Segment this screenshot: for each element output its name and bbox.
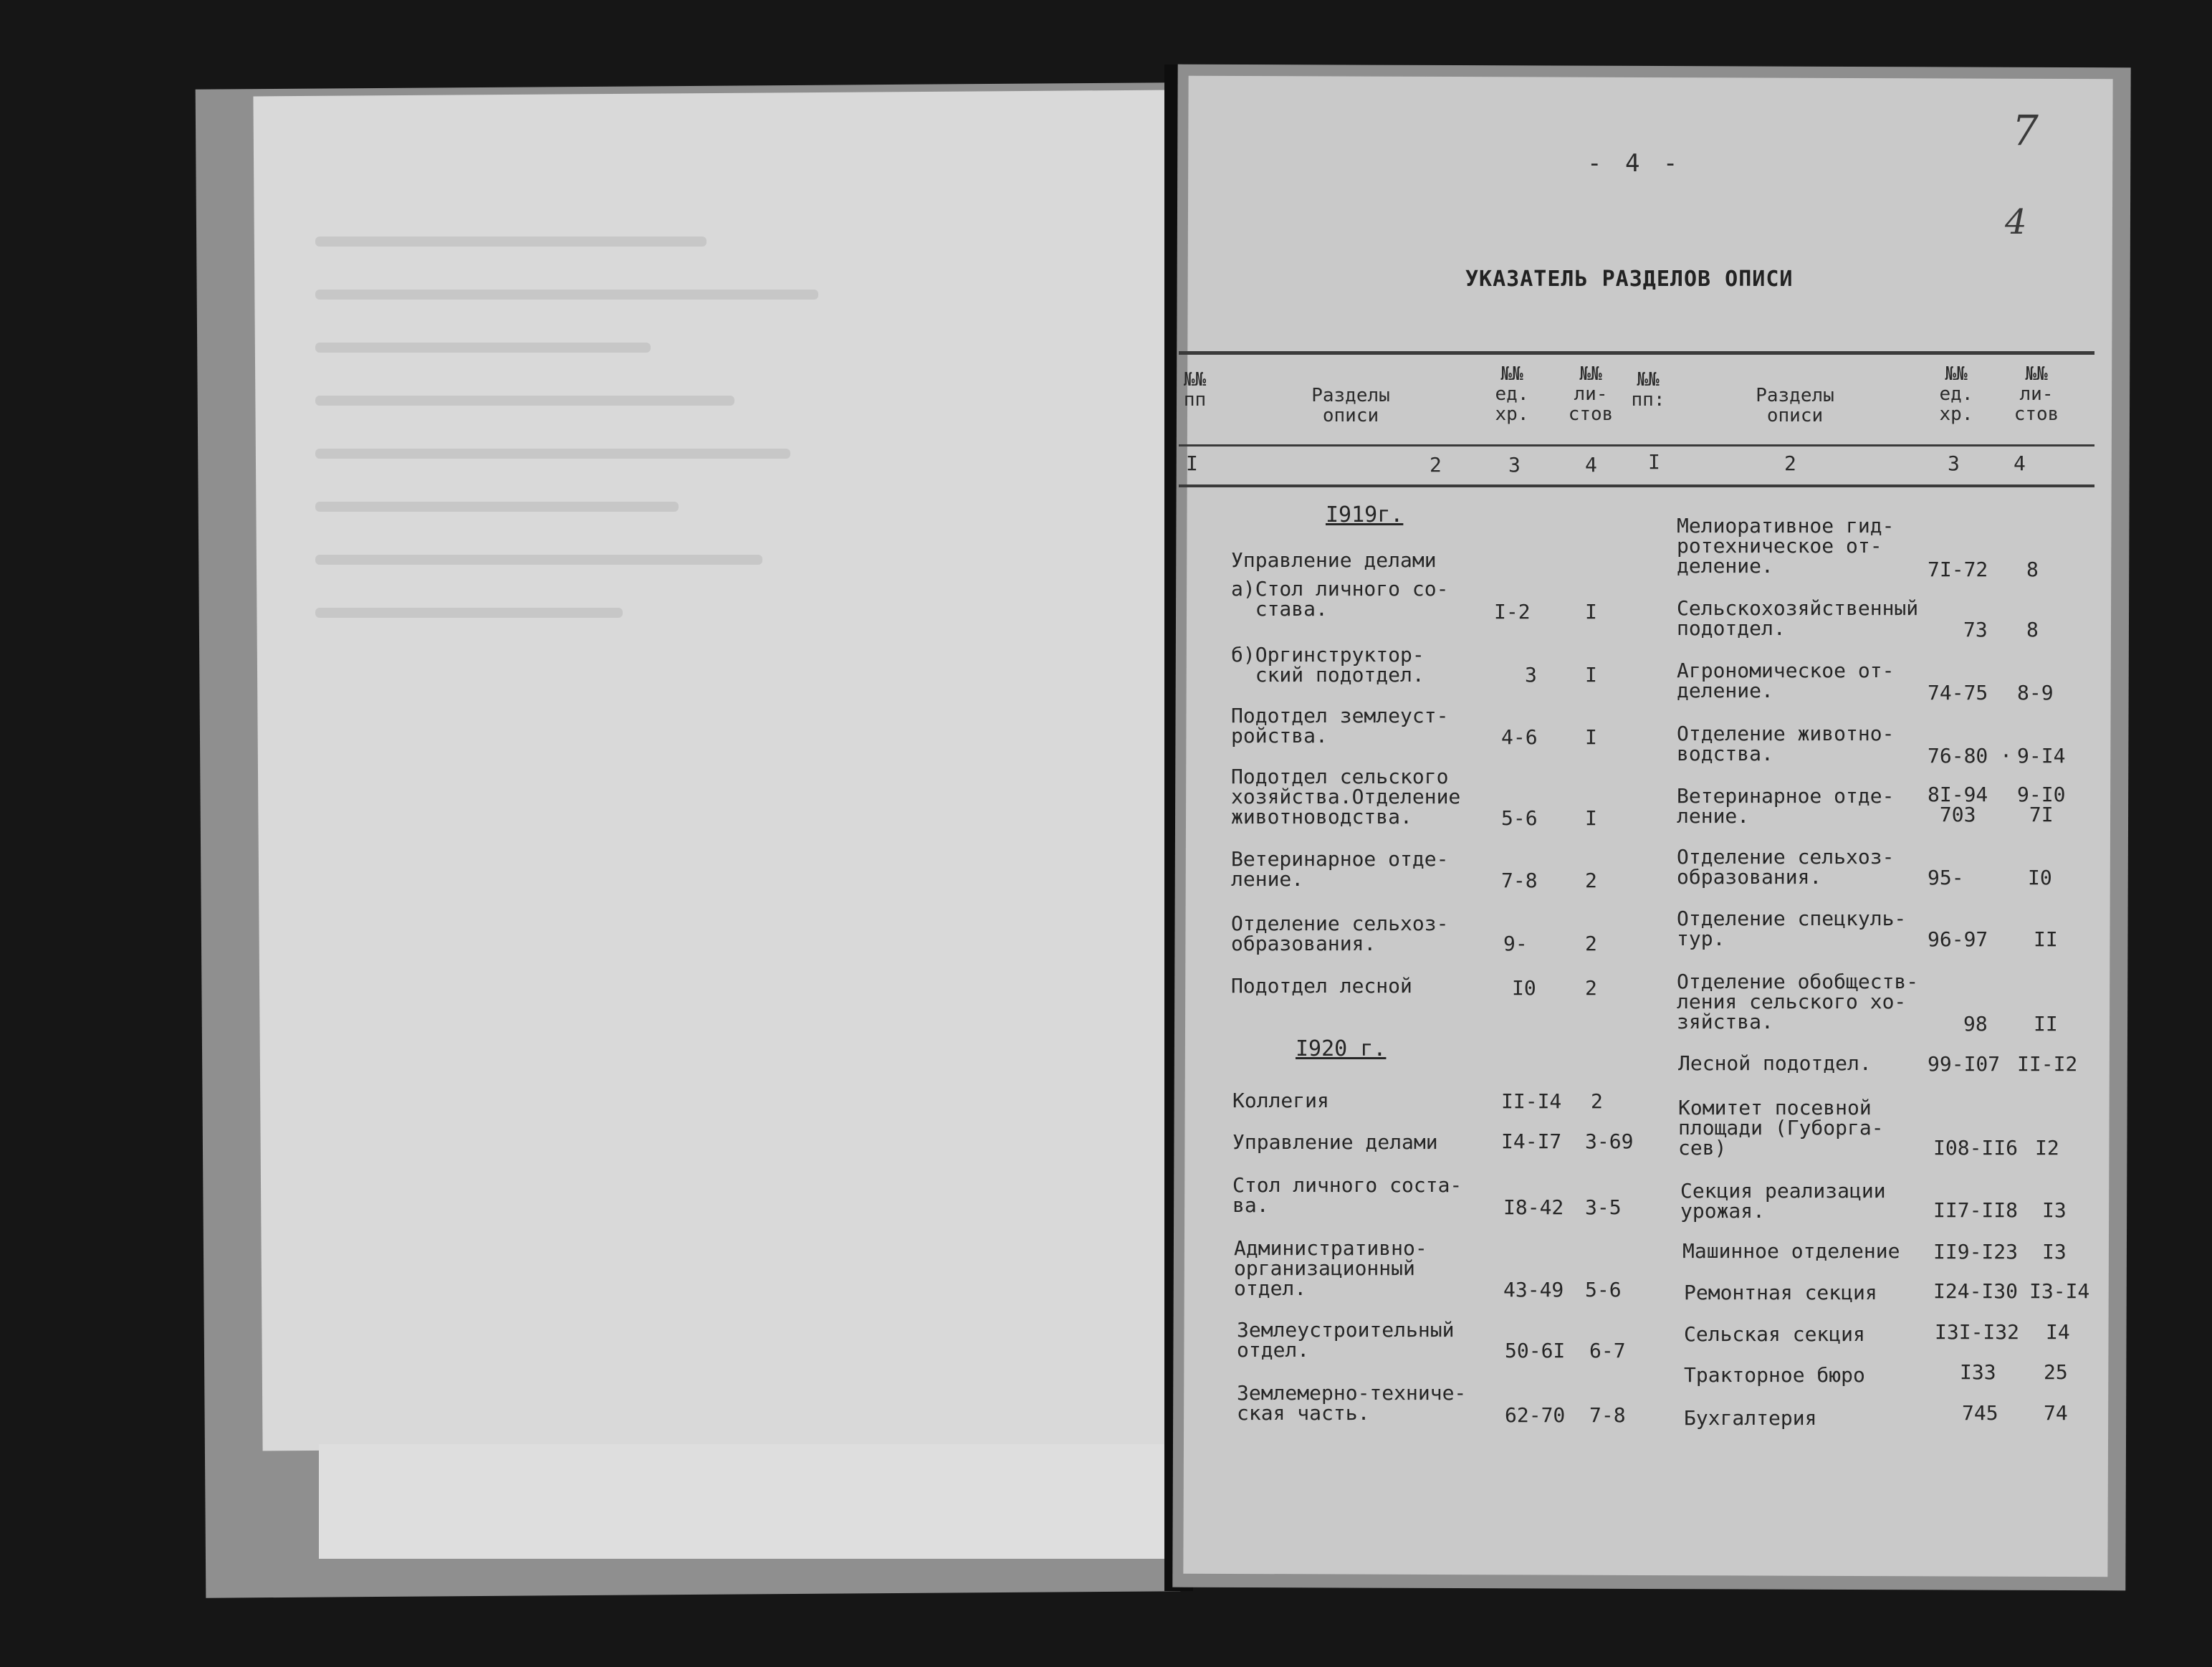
page-number: - 4 -: [1587, 149, 1682, 178]
unit-range: I-2: [1494, 600, 1531, 624]
sheet-range: 8-9: [2017, 681, 2054, 704]
unit-range: I4-I7: [1501, 1129, 1562, 1153]
section-entry: Землеустроительный отдел.: [1237, 1318, 1455, 1362]
sheet-range: II: [2034, 927, 2058, 951]
header-sheets-right: №№ ли- стов: [2014, 363, 2059, 425]
sheet-range: 3-69: [1585, 1129, 1634, 1153]
section-entry: Управление делами: [1231, 548, 1437, 572]
sheet-range: 2: [1585, 932, 1597, 955]
sheet-range: 8: [2026, 618, 2039, 641]
column-number: 3: [1948, 452, 1960, 475]
sheet-range: I3-I4: [2029, 1279, 2090, 1303]
section-entry: Сельскохозяйственный подотдел.: [1677, 596, 1919, 640]
section-entry: Ветеринарное отде- ление.: [1677, 784, 1895, 828]
section-entry: Управление делами: [1232, 1130, 1438, 1154]
table-top-rule: [1179, 351, 2094, 355]
sheet-range: II-I2: [2017, 1052, 2078, 1076]
header-sections-right: Разделы описи: [1756, 385, 1834, 426]
header-pp-left: №№ пп: [1183, 369, 1207, 411]
unit-range: 74-75: [1928, 681, 1988, 704]
document-title: УКАЗАТЕЛЬ РАЗДЕЛОВ ОПИСИ: [1465, 267, 1794, 292]
section-entry: а)Стол личного со- става.: [1231, 577, 1449, 621]
unit-range: 43-49: [1503, 1278, 1564, 1301]
unit-range: II9-I23: [1933, 1240, 2019, 1264]
column-number: 3: [1508, 453, 1521, 477]
sheet-range: I3: [2042, 1198, 2067, 1222]
unit-range: 9-: [1503, 932, 1528, 955]
sheet-range: 8: [2026, 558, 2039, 581]
sheet-range: I: [1585, 725, 1597, 749]
year-heading: I919г.: [1326, 502, 1404, 527]
section-entry: Отделение животно- водства.: [1677, 722, 1895, 765]
section-entry: Мелиоративное гид- ротехническое от- деление.: [1677, 514, 1895, 578]
sheet-range: 2: [1591, 1089, 1603, 1113]
header-sections-left: Разделы описи: [1311, 385, 1390, 426]
section-entry: Отделение сельхоз- образования.: [1231, 912, 1449, 955]
section-entry: Ветеринарное отде- ление.: [1231, 847, 1449, 891]
column-number: 4: [1585, 453, 1597, 477]
column-number: I: [1648, 450, 1660, 474]
sheet-range: II: [2034, 1012, 2058, 1036]
sheet-range: 25: [2044, 1360, 2068, 1384]
section-entry: Ремонтная секция: [1684, 1281, 1877, 1304]
unit-range: 95-: [1928, 866, 1964, 889]
left-page-tab: [319, 1444, 1168, 1559]
unit-range: 745: [1962, 1401, 1998, 1425]
sheet-range: I: [1585, 600, 1597, 624]
sheet-range: I: [1585, 806, 1597, 830]
unit-range: 99-I07: [1928, 1052, 2001, 1076]
unit-range: I3I-I32: [1935, 1320, 2020, 1344]
table-colnum-rule: [1179, 484, 2094, 487]
sheet-range: I: [1585, 663, 1597, 687]
table-header-rule: [1179, 444, 2094, 446]
sheet-number-handwritten: 4: [2005, 202, 2027, 242]
section-entry: Секция реализации урожая.: [1680, 1179, 1886, 1223]
sheet-range: 3-5: [1585, 1195, 1622, 1219]
show-through-text: [315, 237, 874, 661]
unit-range: 4-6: [1501, 725, 1538, 749]
section-entry: б)Оргинструктор- ский подотдел.: [1231, 643, 1425, 687]
header-units-right: №№ ед. хр.: [1939, 363, 1973, 425]
unit-range: 7I-72: [1928, 558, 1988, 581]
unit-range: 98: [1963, 1012, 1988, 1036]
sheet-range: 9-I4: [2017, 744, 2066, 768]
column-number: 2: [1430, 453, 1442, 477]
unit-range: 73: [1963, 618, 1988, 641]
sheet-range: 5-6: [1585, 1278, 1622, 1301]
unit-range: 7-8: [1501, 869, 1538, 892]
unit-range: I0: [1512, 976, 1536, 1000]
unit-range: 76-80 ·: [1928, 744, 2013, 768]
section-entry: Комитет посевной площади (Губорга- сев): [1678, 1096, 1884, 1160]
section-entry: Отделение спецкуль- тур.: [1677, 907, 1907, 950]
unit-range: 5-6: [1501, 806, 1538, 830]
sheet-range: 7-8: [1589, 1403, 1626, 1427]
section-entry: Агрономическое от- деление.: [1677, 659, 1895, 702]
header-sheets-left: №№ ли- стов: [1568, 363, 1614, 425]
folio-number-handwritten: 7: [2012, 106, 2039, 155]
unit-range: 50-6I: [1505, 1339, 1566, 1362]
sheet-range: I4: [2046, 1320, 2070, 1344]
header-units-left: №№ ед. хр.: [1495, 363, 1529, 425]
section-entry: Тракторное бюро: [1684, 1363, 1865, 1387]
sheet-range: 2: [1585, 869, 1597, 892]
unit-range: I24-I30: [1933, 1279, 2019, 1303]
section-entry: Отделение сельхоз- образования.: [1677, 845, 1895, 889]
unit-range: 8I-94 703: [1928, 783, 1988, 826]
year-heading: I920 г.: [1296, 1036, 1387, 1061]
column-number: 4: [2014, 452, 2026, 475]
header-pp-right: №№ пп:: [1631, 369, 1665, 411]
unit-range: II7-II8: [1933, 1198, 2019, 1222]
column-number: I: [1186, 452, 1198, 475]
unit-range: I08-II6: [1933, 1136, 2019, 1160]
sheet-range: I3: [2042, 1240, 2067, 1264]
sheet-range: I2: [2035, 1136, 2059, 1160]
section-entry: Машинное отделение: [1682, 1239, 1900, 1263]
unit-range: I33: [1960, 1360, 1996, 1384]
unit-range: I8-42: [1503, 1195, 1564, 1219]
section-entry: Подотдел сельского хозяйства.Отделение животноводства.: [1231, 765, 1461, 828]
section-entry: Отделение обобществ- ления сельского хо- зяйства.: [1677, 970, 1919, 1033]
unit-range: 96-97: [1928, 927, 1988, 951]
sheet-range: 2: [1585, 976, 1597, 1000]
sheet-range: I0: [2028, 866, 2052, 889]
sheet-range: 74: [2044, 1401, 2068, 1425]
section-entry: Коллегия: [1232, 1089, 1329, 1112]
section-entry: Землемерно-техниче- ская часть.: [1237, 1381, 1467, 1425]
section-entry: Стол личного соста- ва.: [1232, 1173, 1462, 1217]
section-entry: Сельская секция: [1684, 1322, 1865, 1346]
unit-range: II-I4: [1501, 1089, 1562, 1113]
section-entry: Административно- организационный отдел.: [1234, 1236, 1427, 1300]
sheet-range: 6-7: [1589, 1339, 1626, 1362]
section-entry: Бухгалтерия: [1684, 1406, 1817, 1430]
sheet-range: 9-I0 7I: [2017, 783, 2066, 826]
unit-range: 3: [1525, 663, 1537, 687]
column-number: 2: [1784, 452, 1796, 475]
section-entry: Подотдел землеуст- ройства.: [1231, 704, 1449, 747]
unit-range: 62-70: [1505, 1403, 1566, 1427]
section-entry: Подотдел лесной: [1231, 974, 1412, 998]
section-entry: Лесной подотдел.: [1678, 1051, 1872, 1075]
